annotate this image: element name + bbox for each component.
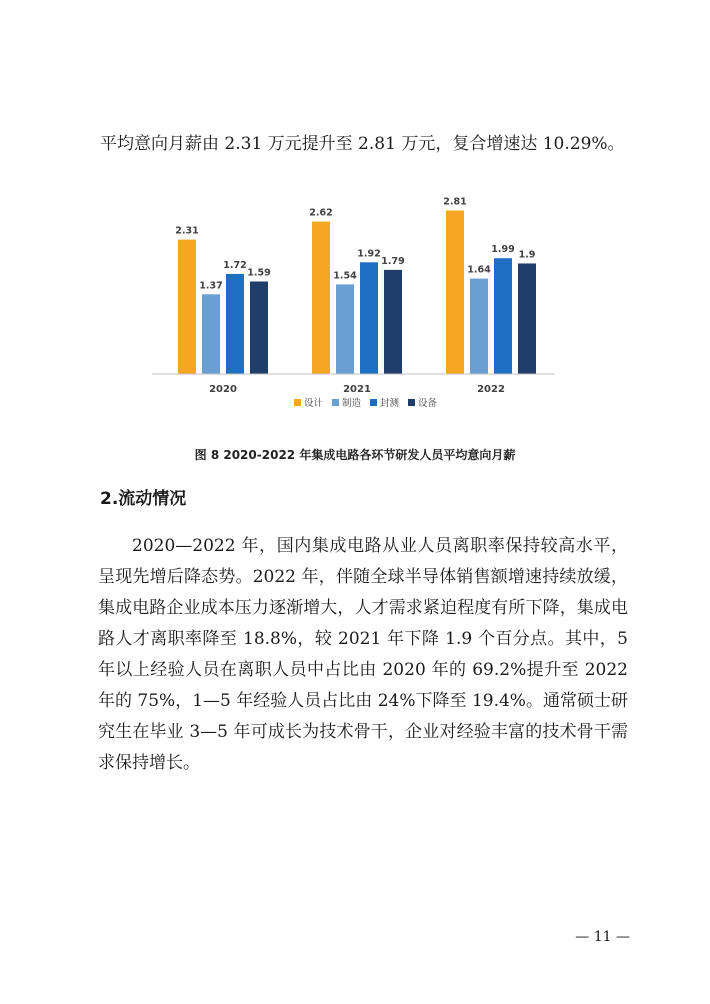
bar — [178, 240, 196, 374]
figure-caption: 图 8 2020-2022 年集成电路各环节研发人员平均意向月薪 — [194, 448, 516, 462]
bar — [470, 279, 488, 374]
data-label: 1.59 — [247, 267, 271, 279]
bar — [494, 258, 512, 374]
legend-label: 设备 — [418, 398, 438, 409]
legend-swatch — [332, 399, 339, 406]
data-label: 1.54 — [333, 270, 357, 282]
data-label: 2.81 — [443, 196, 467, 208]
x-tick-label: 2021 — [343, 384, 371, 395]
bar — [250, 281, 268, 374]
data-label: 1.72 — [223, 259, 247, 271]
legend-label: 封测 — [380, 398, 400, 409]
bar — [360, 262, 378, 374]
section-heading: 2.流动情况 — [100, 489, 187, 509]
bar — [202, 294, 220, 374]
x-tick-label: 2020 — [209, 384, 237, 395]
legend-swatch — [408, 399, 415, 406]
body-paragraph: 2020—2022 年，国内集成电路从业人员离职率保持较高水平，呈现先增后降态势。2022 年，伴随全球半导体销售额增速持续放缓，集成电路企业成本压力逐渐增大，人才需求紧迫程度有所下降，集成电路人才离职率降至 18.8%，较 2021 年下降 1.9 个百分点。其中，5 年以上经验人员在离职人员中占比由 2020 年的 69.2%提升至 2022 年的 75%，1—5 年经验人员占比由 24%下降至 19.4%。通常硕士研究生在毕业 3—5 年可成长为技术骨干，企业对经验丰富的技术骨干需求保持增长。 — [98, 536, 628, 773]
data-label: 1.9 — [518, 249, 536, 261]
legend-swatch — [294, 399, 301, 406]
salary-bar-chart — [150, 168, 560, 430]
data-label: 1.92 — [357, 248, 381, 260]
data-label: 1.99 — [491, 244, 515, 256]
legend-label: 设计 — [304, 398, 324, 409]
data-label: 2.62 — [309, 207, 333, 219]
bar — [446, 211, 464, 374]
data-label: 2.31 — [175, 225, 199, 237]
bar — [336, 284, 354, 374]
bar — [312, 222, 330, 374]
data-label: 1.37 — [199, 280, 223, 292]
bar — [384, 270, 402, 374]
legend-label: 制造 — [342, 398, 362, 409]
bar — [518, 263, 536, 374]
page-number: — 11 — — [575, 929, 630, 945]
intro-sentence: 平均意向月薪由 2.31 万元提升至 2.81 万元，复合增速达 10.29%。 — [100, 134, 625, 154]
data-label: 1.79 — [381, 255, 405, 267]
legend-swatch — [370, 399, 377, 406]
x-tick-label: 2022 — [477, 384, 505, 395]
bar — [226, 274, 244, 374]
data-label: 1.64 — [467, 264, 491, 276]
